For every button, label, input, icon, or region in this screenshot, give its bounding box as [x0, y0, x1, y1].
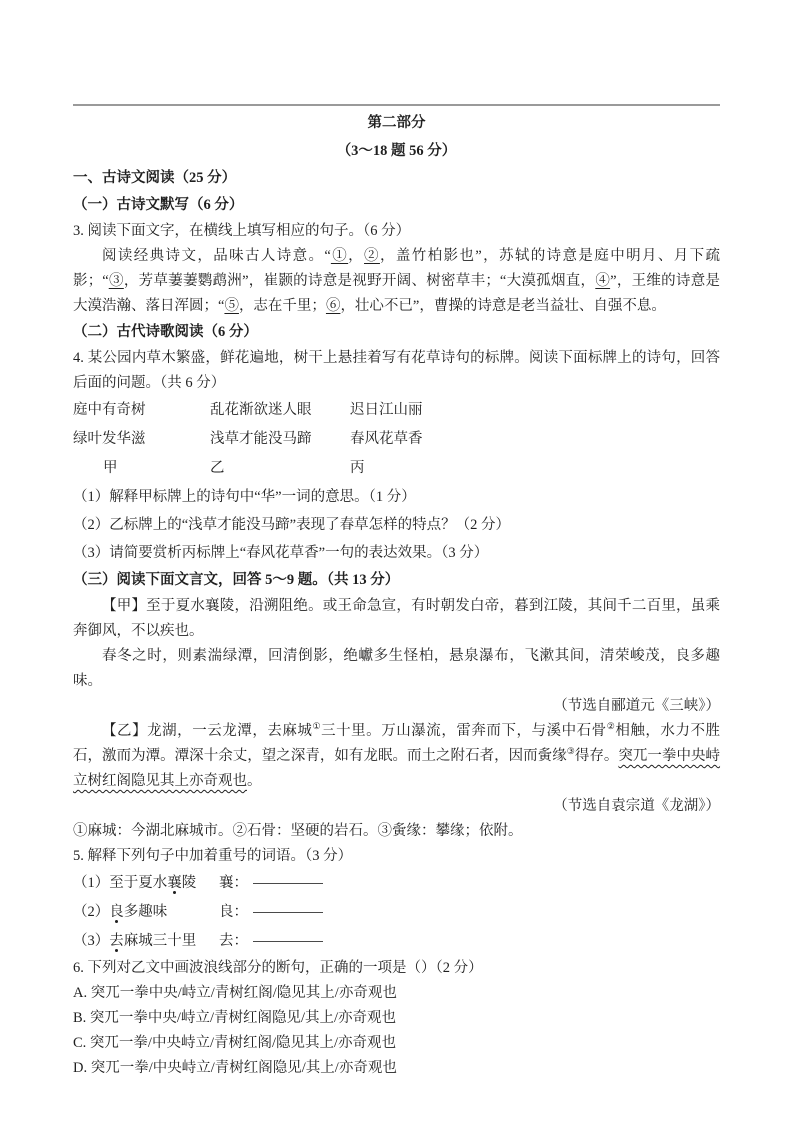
sign-cell: 绿叶发华滋 [73, 431, 146, 447]
q5-stem: 5. 解释下列句子中加着重号的词语。（3 分） [73, 848, 353, 864]
section-heading-reading: 一、古诗文阅读（25 分） [73, 170, 237, 186]
passage-jia-para1: 【甲】至于夏水襄陵，沿溯阻绝。或王命急宣，有时朝发白帝，暮到江陵，其间千二百里，虽乘奔御风，不以疾也。 [73, 598, 720, 639]
text-segment: 麻城三十里 [123, 933, 197, 949]
text-segment: 三十里。万山瀑流，雷奔而下，与溪中石骨 [321, 723, 607, 739]
passage-yi-source: （节选自袁宗道《龙湖》） [553, 798, 720, 814]
q6-option-a: A. 突兀一拳中央/峙立/青树红阁/隐见其上/亦奇观也 [73, 985, 397, 1001]
text-segment: ”，王维的诗意是大漠浩瀚、落日浑圆；“ [73, 273, 721, 314]
q5-phrase [73, 898, 219, 927]
part-title: 第二部分 [367, 115, 426, 131]
sign-table [73, 396, 720, 483]
q4-sub-question-3: （3）请简要赏析丙标牌上“春风花草香”一句的表达效果。（3 分） [73, 545, 489, 561]
q5-term: 去： [219, 933, 248, 949]
text-segment: ， [348, 248, 365, 264]
text-segment: 得存。 [574, 748, 619, 764]
text-segment: ② [364, 248, 380, 264]
section-heading-poetry: （二）古代诗歌阅读（6 分） [73, 324, 258, 340]
score-subtitle: （3～18 题 56 分） [336, 143, 457, 159]
sign-label: 丙 [350, 460, 365, 476]
q3-passage [73, 244, 720, 319]
q6-stem: 6. 下列对乙文中画波浪线部分的断句，正确的一项是（）（2 分） [73, 960, 483, 976]
q5-term: 襄： [219, 875, 248, 891]
text-segment: 【乙】龙湖，一云龙潭，去麻城 [102, 723, 313, 739]
sign-label: 乙 [210, 460, 225, 476]
answer-blank [253, 898, 323, 913]
q5-item-2 [73, 898, 720, 927]
text-segment: 相触，水力不胜石，激而为潭。潭深十余丈，望之深青，如有龙眠。而土之附石者，因而夤缘 [73, 723, 721, 764]
sign-cell: 庭中有奇树 [73, 402, 146, 418]
text-segment: 多趣味 [123, 904, 168, 920]
text-segment: 突兀一拳中央峙立树红阁隐见其上亦奇观也 [73, 748, 721, 789]
text-segment: ⑥ [325, 298, 341, 314]
passage-footnotes: ①麻城：今湖北麻城市。②石骨：坚硬的岩石。③夤缘：攀缘；依附。 [73, 823, 523, 839]
sign-cell: 春风花草香 [350, 431, 423, 447]
sign-row-labels [73, 454, 720, 483]
sign-row-line1 [73, 396, 720, 425]
text-segment: ① [330, 248, 349, 264]
text-segment: 去 [109, 933, 124, 949]
sign-label: 甲 [103, 460, 118, 476]
text-segment: ① [312, 721, 322, 732]
text-segment: ，芳草萋萋鹦鹉洲”，崔颢的诗意是视野开阔、树密草丰；“大漠孤烟直， [123, 273, 596, 289]
text-segment: （3） [73, 933, 110, 949]
text-segment: （1）至于夏水 [73, 875, 168, 891]
section-heading-dictation: （一）古诗文默写（6 分） [73, 197, 244, 213]
q5-item-3 [73, 927, 720, 956]
answer-blank [253, 927, 323, 942]
text-segment: 陵 [181, 875, 197, 891]
text-segment: ③ [566, 746, 575, 757]
q6-option-b: B. 突兀一拳中央/峙立/青树红阁隐见/其上/亦奇观也 [73, 1010, 397, 1026]
answer-blank [253, 869, 323, 884]
q4-stem: 4. 某公园内草木繁盛，鲜花遍地，树干上悬挂着写有花草诗句的标牌。阅读下面标牌上的诗句，回答后面的问题。（共 6 分） [73, 350, 720, 391]
text-segment: ⑤ [224, 298, 239, 314]
text-segment: 襄 [167, 875, 182, 891]
text-segment: 良 [109, 904, 124, 920]
sign-cell: 迟日江山丽 [350, 402, 423, 418]
passage-jia-source: （节选自郦道元《三峡》） [553, 698, 720, 714]
text-segment: 阅读经典诗文，品味古人诗意。“ [102, 248, 331, 264]
q5-item-1 [73, 869, 720, 898]
sign-cell: 浅草才能没马蹄 [210, 431, 312, 447]
q6-option-d: D. 突兀一拳/中央峙立/青树红阁隐见/其上/亦奇观也 [73, 1060, 397, 1076]
section-heading-classical: （三）阅读下面文言文，回答 5～9 题。（共 13 分） [73, 572, 400, 588]
text-segment: ，盖竹柏影也”，苏轼的诗意是庭中明月、月下疏影；“ [73, 248, 721, 289]
text-segment: ，壮心不已”，曹操的诗意是老当益壮、自强不息。 [340, 298, 666, 314]
text-segment: ，志在千里； [238, 298, 326, 314]
passage-jia-para2: 春冬之时，则素湍绿潭，回清倒影，绝巘多生怪柏，悬泉瀑布，飞漱其间，清荣峻茂，良多趣味。 [73, 648, 720, 689]
q3-stem: 3. 阅读下面文字，在横线上填写相应的句子。（6 分） [73, 223, 411, 239]
text-segment: （2） [73, 904, 110, 920]
q4-sub-question-2: （2）乙标牌上的“浅草才能没马蹄”表现了春草怎样的特点？（2 分） [73, 517, 510, 533]
text-segment: ③ [108, 273, 124, 289]
sign-cell: 乱花渐欲迷人眼 [210, 402, 312, 418]
q5-phrase [73, 869, 219, 898]
sign-row-line2 [73, 425, 720, 454]
text-segment: 。 [247, 773, 262, 789]
text-segment: ④ [595, 273, 611, 289]
text-segment: ② [606, 721, 616, 732]
q4-sub-question-1: （1）解释甲标牌上的诗句中“华”一词的意思。（1 分） [73, 489, 416, 505]
passage-yi [73, 719, 720, 794]
q5-phrase [73, 927, 219, 956]
q5-term: 良： [219, 904, 248, 920]
q6-option-c: C. 突兀一拳/中央峙立/青树红阁/隐见其上/亦奇观也 [73, 1035, 397, 1051]
header-divider [73, 104, 720, 106]
